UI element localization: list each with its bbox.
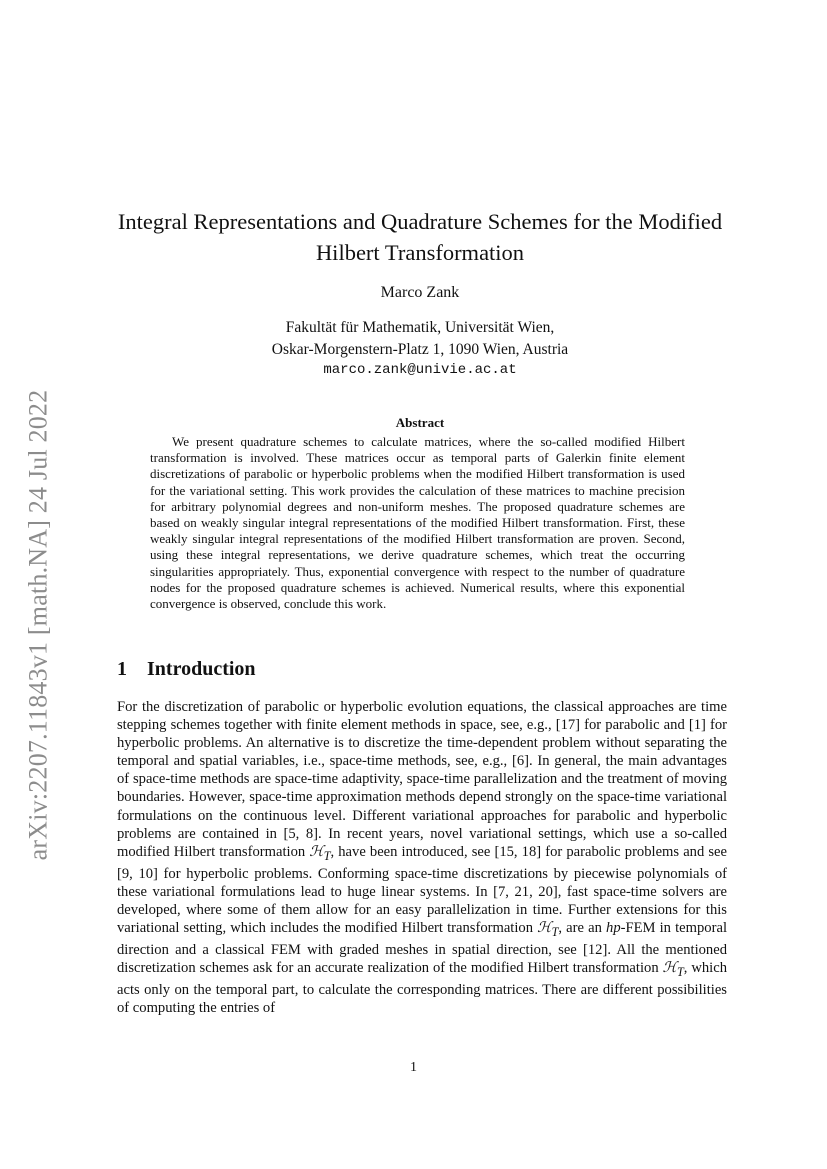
- section-number: 1: [117, 658, 127, 680]
- page-number: 1: [410, 1060, 417, 1075]
- author-name: Marco Zank: [380, 284, 460, 301]
- section-heading: [117, 658, 256, 681]
- paper-title: Integral Representations and Quadrature Schemes for the Modified Hilbert Transformation: [117, 209, 723, 265]
- hilbert-symbol: ℋ$_T$: [537, 920, 559, 939]
- section-title: Introduction: [147, 658, 256, 680]
- intro-text-part-2: , have been introduced, see [15, 18] for parabolic problems and see [9, 10] for hyperbolic problems. Conforming space-time discretizations by piecewise polynomials of these variational formulations lead to huge linear systems. In [7, 21, 20], fast space-time solvers are developed, where some of them allow for an easy parallelization in time. Further extensions for this variational setting, which includes the modified Hilbert transformation: [117, 843, 728, 937]
- hilbert-symbol: ℋ$_T$: [309, 843, 331, 863]
- intro-text-part-5: , which acts only on the temporal part, to calculate the corresponding matrices. There are different possibilities of computing the entries of: [117, 960, 727, 1017]
- affiliation-line-1: Fakultät für Mathematik, Universität Wien,: [285, 319, 555, 336]
- arxiv-identifier: arXiv:2207.11843v1 [math.NA] 24 Jul 2022: [23, 389, 52, 861]
- affiliation-line-2: Oskar-Morgenstern-Platz 1, 1090 Wien, Austria: [271, 341, 569, 358]
- hp-term: hp: [606, 920, 621, 937]
- intro-text-part-1: For the discretization of parabolic or hyperbolic evolution equations, the classical approaches are time stepping schemes together with finite element methods in space, see, e.g., [17] for parabolic and [1] for hyperbolic problems. An alternative is to discretize the time-dependent problem without separating the temporal and spatial variables, i.e., space-time methods, see, e.g., [6]. In general, the main advantages of space-time methods are space-time adaptivity, space-time parallelization and the treatment of moving boundaries. However, space-time approximation methods depend strongly on the space-time variational formulations on the continuous level. Different variational approaches for parabolic and hyperbolic problems are contained in [5, 8]. In recent years, novel variational settings, which use a so-called modified Hilbert transformation: [117, 699, 727, 860]
- intro-text-part-3: , are an: [558, 920, 607, 937]
- hilbert-symbol: ℋ$_T$: [662, 960, 684, 980]
- abstract-text: We present quadrature schemes to calculate matrices, where the so-called modified Hilbert transformation is involved. These matrices occur as temporal parts of Galerkin finite element discretizations of parabolic or hyperbolic problems when the modified Hilbert transformation is used for the variational setting. This work provides the calculation of these matrices to machine precision for arbitrary polynomial degrees and non-uniform meshes. The proposed quadrature schemes are based on weakly singular integral representations of the modified Hilbert transformation. First, these weakly singular integral representations of the modified Hilbert transformation are proven. Second, using these integral representations, we derive quadrature schemes, which treat the occurring singularities appropriately. Thus, exponential convergence with respect to the number of quadrature nodes for the proposed quadrature schemes is achieved. Numerical results, where this exponential convergence is observed, conclude this work.: [150, 434, 685, 612]
- introduction-paragraph: [117, 698, 727, 1017]
- affiliation: [100, 317, 740, 361]
- arxiv-stamp: [18, 350, 58, 900]
- intro-text-part-4: -FEM in temporal direction and a classical FEM with graded meshes in spatial direction, see [12]. All the mentioned discretization schemes ask for an accurate realization of the modified Hilbert transformation: [117, 920, 727, 977]
- abstract-heading: Abstract: [395, 415, 445, 430]
- author-email: marco.zank@univie.ac.at: [323, 362, 517, 378]
